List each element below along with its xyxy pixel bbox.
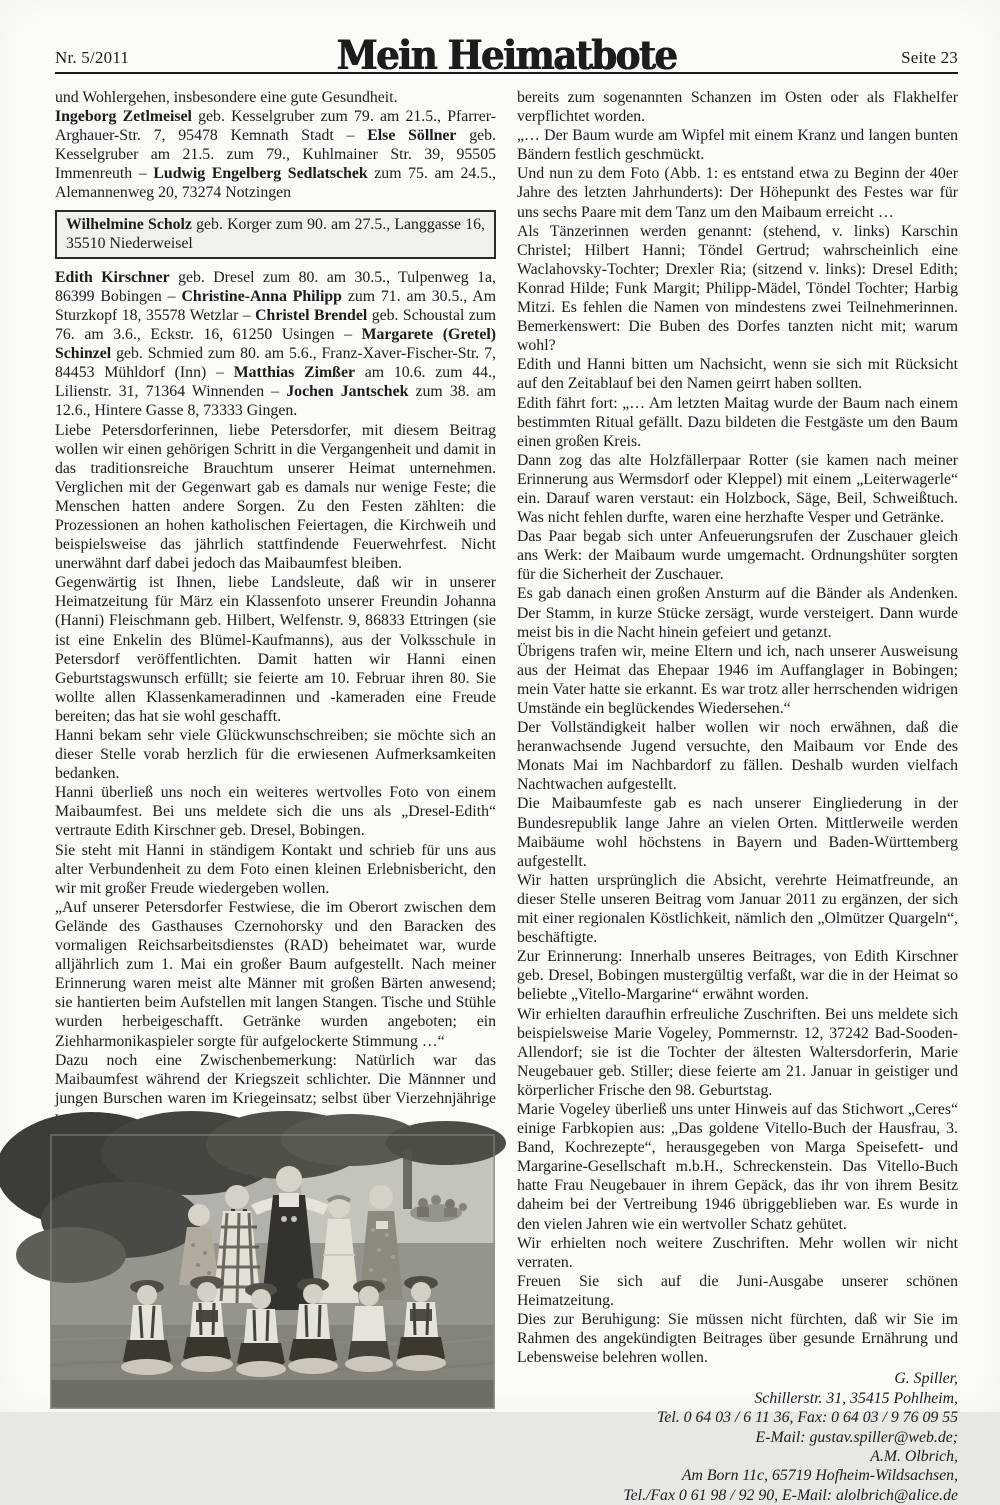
- paragraph: Die Maibaumfeste gab es nach unserer Eingliederung in der Bundesrepublik lange Jahre an vielen Orten. Mittlerweile werden Maibäume wohl höchstens in Bayern und Baden-Württemberg aufgestellt.: [517, 795, 958, 870]
- paragraph: Es gab danach einen großen Ansturm auf die Bänder als Andenken. Der Stamm, in kurze Stücke zersägt, wurde versteigert. Dann wurde meist bis in die Nacht hinein gefeiert und getanzt.: [517, 585, 958, 641]
- header-rule: [55, 72, 958, 74]
- paragraph: Wir hatten ursprünglich die Absicht, verehrte Heimatfreunde, an dieser Stelle unseren Beitrag vom Januar 2011 zu ergänzen, der sich mit einer regionalen Köstlichkeit, nämlich den „Olmützer Quargeln“, beschäftigte.: [517, 871, 958, 947]
- highlight-box: Wilhelmine Scholz geb. Korger zum 90. am 27.5., Langgasse 16, 35510 Niederweisel: [55, 210, 496, 259]
- paragraph: Edith und Hanni bitten um Nachsicht, wenn sie sich mit Rücksicht auf den Zeitablauf bei den Namen geirrt haben sollten.: [517, 356, 958, 393]
- paragraph: Edith Kirschner geb. Dresel zum 80. am 30.5., Tulpenweg 1a, 86399 Bobingen – Christine-Anna Philipp zum 71. am 30.5., Am Sturzkopf 18, 35578 Wetzlar – Christel Brendel geb. Schoustal zum 76. am 3.6., Eckstr. 16, 61250 Usingen – Margarete (Gretel) Schinzel geb. Schmied zum 80. am 5.6., Franz-Xaver-Fischer-Str. 7, 84453 Mühldorf (Inn) – Matthias Zimßer am 10.6. zum 44., Lilienstr. 31, 71364 Winnenden – Jochen Jantschek zum 38. am 12.6., Hintere Gasse 8, 73333 Gingen.: [55, 268, 497, 420]
- paragraph: Das Paar begab sich unter Anfeuerungsrufen der Zuschauer gleich ans Werk: der Maibaum wurde umgemacht. Ordnungshüter sorgten für die Sicherheit der Zuschauer.: [517, 528, 958, 584]
- left-column: [55, 88, 496, 1409]
- signature-line: Tel. 0 64 03 / 6 11 36, Fax: 0 64 03 / 9 76 09 55: [656, 1409, 958, 1427]
- paragraph: bereits zum sogenannten Schanzen im Osten oder als Flakhelfer verpflichtet worden.: [517, 89, 958, 126]
- page-number: Seite 23: [901, 48, 958, 67]
- paragraph: Der Vollständigkeit halber wollen wir noch erwähnen, daß die heranwachsende Jugend versuchte, den Maibaum vor Ende des Monats Mai im Nachbardorf zu fällen. Deshalb wurden vielfach Nachtwachen aufgestellt.: [517, 719, 958, 794]
- paragraph: Gegenwärtig ist Ihnen, liebe Landsleute, daß wir in unserer Heimatzeitung für März ein Klassenfoto unserer Freundin Johanna (Hanni) Fleischmann geb. Hilbert, Welfenstr. 9, 86833 Ettringen (sie ist eine Enkelin des Blümel-Kaufmanns), aus der Volksschule in Petersdorf veröffentlichten. Damit hatten wir Hanni einen Geburtstagswunsch erfüllt; sie feierte am 10. Februar ihren 80. Sie wollte allen Klassenkameradinnen und -kameraden eine Freude bereiten; das hat sie wohl geschafft.: [55, 574, 496, 725]
- signature-line: A.M. Olbrich,: [870, 1447, 958, 1465]
- paragraph: Dazu noch eine Zwischenbemerkung: Natürlich war das Maibaumfest während der Kriegszeit schlichter. Die Männner und jungen Burschen waren im Kriegeinsatz; selbst über Vierzehnjährige: [55, 1051, 496, 1107]
- paragraph: Hanni überließ uns noch ein weiteres wertvolles Foto von einem Maibaumfest. Bei uns meldete sich die uns als „Dresel-Edith“ vertraute Edith Kirschner geb. Dresel, Bobingen.: [55, 784, 496, 840]
- right-column: [517, 88, 958, 1505]
- signature-block: [517, 1369, 958, 1505]
- paragraph: und Wohlergehen, insbesondere eine gute Gesundheit.: [55, 89, 398, 106]
- paragraph: „Auf unserer Petersdorfer Festwiese, die im Oberort zwischen dem Gelände des Gasthauses Czernohorsky und den Baracken des vormaligen Reichsarbeitsdienstes (RAD) beheimatet war, wurde alljährlich zum 1. Mai ein großer Baum aufgestellt. Nach meiner Erinnerung waren meist alte Männer mit großen Bärten anwesend; sie hantierten beim Aufstellen mit langen Stangen. Tische und Stühle wurden herbeigeschafft. Getränke wurden angeboten; ein Ziehharmonikaspieler sorgte für aufgelockerte Stimmung …“: [55, 898, 496, 1050]
- paragraph: Und nun zu dem Foto (Abb. 1: es entstand etwa zu Beginn der 40er Jahre des letzten Jahrhunderts): Der Höhepunkt des Festes war für uns sechs Paare mit dem Tanz um den Maibaum erreicht …: [517, 165, 958, 221]
- paragraph: Marie Vogeley überließ uns unter Hinweis auf das Stichwort „Ceres“ einige Farbkopien aus: „Das goldene Vitello-Buch der Hausfrau, 3. Band, Kochrezepte“, herausgegeben von Marga Speisefett- und Margarine-Gesellschaft m.b.H., Schreckenstein. Das Vitello-Buch hatte Frau Neugebauer in ihrem Gepäck, das ihr von ihrem Besitz daheim bei der Vertreibung 1946 übriggeblieben war. Es wurde in den vielen Jahren wie ein wertvoller Schatz gehütet.: [517, 1100, 958, 1233]
- article-columns: [55, 88, 958, 1505]
- paragraph: Übrigens trafen wir, meine Eltern und ich, nach unserer Ausweisung aus der Heimat das Ehepaar 1946 im Auffanglager in Bobingen; mein Vater hatte sie erkannt. Es war trotz aller herrschenden widrigen Umstände ein beglückendes Wiedersehen.“: [517, 642, 958, 717]
- group-photo: [50, 1134, 495, 1409]
- signature-line: Schillerstr. 31, 35415 Pohlheim,: [754, 1389, 958, 1407]
- paragraph: Ingeborg Zetlmeisel geb. Kesselgruber zum 79. am 21.5., Pfarrer-Arghauer-Str. 7, 95478 Kemnath Stadt – Else Söllner geb. Kesselgruber am 21.5. zum 79., Kuhlmainer Str. 39, 95505 Immenreuth – Ludwig Engelberg Sedlatschek zum 75. am 24.5., Alemannenweg 20, 73274 Notzingen: [55, 108, 496, 202]
- signature-line: Am Born 11c, 65719 Hofheim-Wildsachsen,: [681, 1467, 958, 1485]
- signature-line: Tel./Fax 0 61 98 / 92 90, E-Mail: alolbrich@alice.de: [623, 1486, 958, 1504]
- masthead-title: Mein Heimatbote: [336, 31, 677, 79]
- paragraph: Dann zog das alte Holzfällerpaar Rotter (sie kamen nach meiner Erinnerung aus Wermsdorf oder Kleppel) mit einem „Leiterwagerle“ ein. Darauf waren verstaut: ein Holzbock, Säge, Beil, Schweißtuch. Was nicht fehlen durfte, waren eine herzhafte Vesper und Getränke.: [517, 451, 958, 527]
- paragraph: Wir erhielten daraufhin erfreuliche Zuschriften. Bei uns meldete sich beispielsweise Marie Vogeley, Pommernstr. 12, 37242 Bad-Sooden-Allendorf; sie ist die Tochter der ältesten Waltersdorferin, Marie Neugebauer geb. Stiller; diese feierte am 21. Januar in geistiger und körperlicher Frische den 98. Geburtstag.: [517, 1005, 958, 1099]
- paragraph: Als Tänzerinnen werden genannt: (stehend, v. links) Karschin Christel; Hilbert Hanni; Töndel Gertrud; wahrscheinlich eine Waclahovsky-Tochter; Drexler Ria; (sitzend v. links): Dresel Edith; Konrad Hilde; Funk Margit; Philipp-Mädel, Töndel Tochter; Harbig Mitzi. Es fehlen die Namen von mindestens zwei Teilnehmerinnen. Bemerkenswert: Die Buben des Dorfes tanzten nicht mit; warum wohl?: [517, 222, 958, 355]
- paragraph: Wir erhielten noch weitere Zuschriften. Mehr wollen wir nicht verraten.: [517, 1234, 958, 1271]
- page-header: [55, 26, 958, 79]
- paragraph: Freuen Sie sich auf die Juni-Ausgabe unserer schönen Heimatzeitung.: [517, 1272, 958, 1309]
- paragraph: Hanni bekam sehr viele Glückwunschschreiben; sie möchte sich an dieser Stelle vorab herzlich für die erwiesenen Aufmerksamkeiten bedanken.: [55, 727, 496, 783]
- paragraph: Sie steht mit Hanni in ständigem Kontakt und schrieb für uns aus alter Verbundenheit zu dem Foto einen kleinen Erlebnisbericht, den wir mit großer Freude wiedergeben wollen.: [55, 841, 496, 897]
- paragraph: „… Der Baum wurde am Wipfel mit einem Kranz und langen bunten Bändern festlich geschmückt.: [517, 127, 958, 164]
- signature-line: E-Mail: gustav.spiller@web.de;: [755, 1428, 958, 1446]
- right-column-text: [517, 88, 958, 1505]
- signature-line: G. Spiller,: [894, 1370, 958, 1388]
- left-column-text: [55, 88, 496, 1127]
- paragraph: Zur Erinnerung: Innerhalb unseres Beitrages, von Edith Kirschner geb. Dresel, Bobingen mustergültig verfaßt, war die in der Heimat so beliebte „Vitello-Margarine“ erwähnt worden.: [517, 948, 958, 1004]
- paragraph: Liebe Petersdorferinnen, liebe Petersdorfer, mit diesem Beitrag wollen wir einen gehörigen Schritt in die Vergangenheit und damit in das traditionsreiche Brauchtum unserer Heimat unternehmen. Verglichen mit der Gegenwart gab es damals nur wenige Feste; die Menschen hatten andere Sorgen. Zu den Festen zählten: die Prozessionen an hohen katholischen Feiertagen, die Kirchweih und beispielsweise das jährlich stattfindende Feuerwehrfest. Nicht unerwähnt darf dabei jedoch das Maibaumfest bleiben.: [55, 421, 496, 573]
- issue-number: Nr. 5/2011: [55, 48, 130, 67]
- paragraph: Dies zur Beruhigung: Sie müssen nicht fürchten, daß wir Sie im Rahmen des angekündigten Beitrages über gesunde Ernährung und Lebensweise belehren wollen.: [517, 1311, 958, 1367]
- paragraph: Edith fährt fort: „… Am letzten Maitag wurde der Baum nach einem bestimmten Ritual gefällt. Dazu bildeten die Festgäste um den Baum einen großen Kreis.: [517, 394, 958, 450]
